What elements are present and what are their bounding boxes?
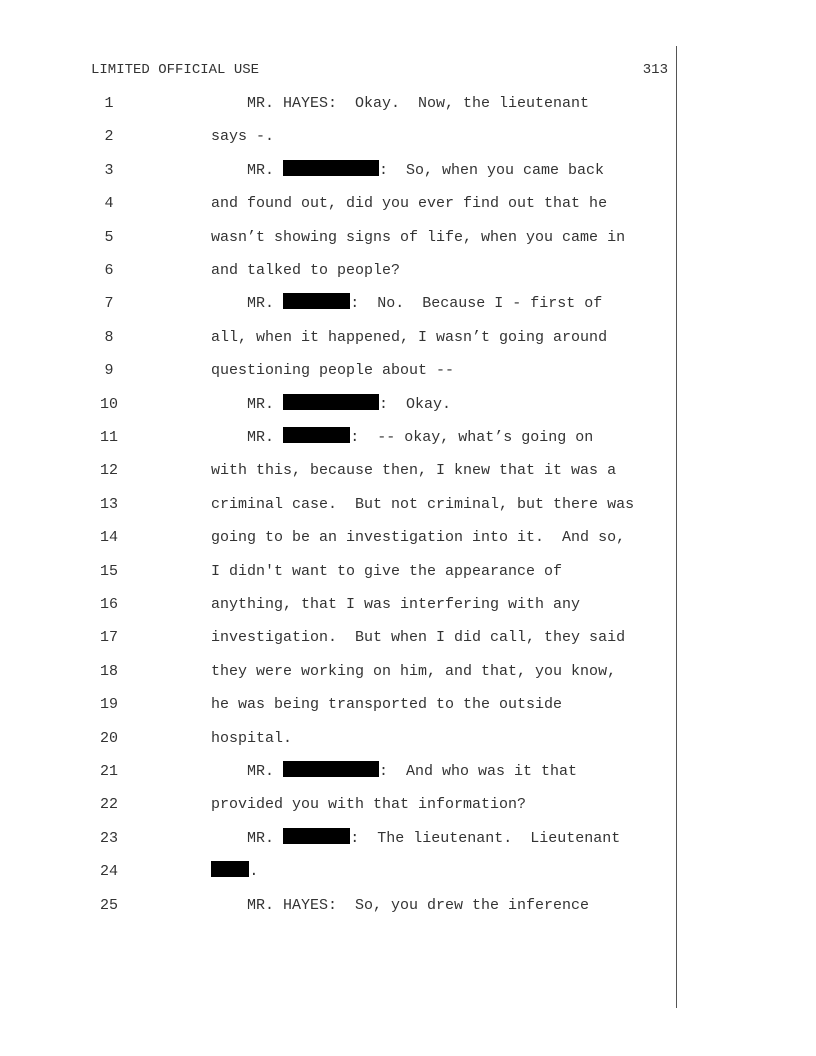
transcript-line (0, 661, 676, 683)
transcript-line (0, 761, 676, 783)
transcript-line (0, 694, 676, 716)
page-number: 313 (642, 62, 668, 78)
line-text (211, 460, 616, 482)
line-number: 7 (104, 295, 114, 313)
line-number: 10 (99, 395, 118, 413)
line-text (211, 360, 454, 382)
line-number: 22 (99, 796, 118, 814)
text-segment: provided you with that information? (211, 796, 527, 814)
line-text (211, 761, 577, 783)
classification-header: LIMITED OFFICIAL USE (91, 62, 260, 78)
redaction-box (211, 861, 249, 877)
transcript-line (0, 828, 676, 850)
text-segment: questioning people about -- (211, 362, 455, 380)
line-text (211, 327, 607, 349)
line-number: 17 (99, 629, 118, 647)
transcript-line (0, 93, 676, 115)
line-text (211, 193, 607, 215)
text-segment: : No. Because I - first of (350, 295, 603, 313)
line-number: 4 (104, 195, 114, 213)
text-segment: anything, that I was interfering with any (211, 596, 581, 613)
line-number: 21 (99, 763, 118, 780)
transcript-line (0, 227, 676, 249)
text-segment: : And who was it that (379, 763, 578, 780)
text-segment: MR. (211, 829, 284, 847)
text-segment: MR. HAYES: Okay. Now, the lieutenant (211, 95, 590, 112)
line-number: 11 (99, 429, 118, 446)
text-segment: : -- okay, what’s going on (350, 429, 594, 446)
redaction-box (283, 427, 350, 443)
line-number: 13 (99, 495, 118, 513)
transcript-line (0, 794, 676, 816)
text-segment: MR. (211, 763, 284, 780)
line-number: 12 (99, 462, 118, 480)
text-segment: he was being transported to the outside (211, 696, 563, 714)
line-text (211, 661, 616, 683)
text-segment: they were working on him, and that, you know, (211, 662, 617, 680)
line-text (211, 427, 593, 449)
line-number: 18 (99, 662, 118, 680)
text-segment: and talked to people? (211, 262, 401, 279)
text-segment: MR. (211, 161, 284, 179)
text-segment: with this, because then, I knew that it was a (211, 462, 617, 480)
line-number: 20 (99, 729, 118, 747)
text-segment: wasn’t showing signs of life, when you came in (211, 228, 626, 246)
text-segment: MR. HAYES: So, you drew the inference (211, 896, 590, 914)
text-segment: all, when it happened, I wasn’t going around (211, 328, 608, 346)
line-number: 3 (104, 161, 114, 179)
line-number: 9 (104, 362, 114, 380)
text-segment: : Okay. (379, 395, 452, 413)
transcript-line (0, 627, 676, 649)
text-segment: MR. (211, 429, 284, 446)
transcript-line (0, 895, 676, 917)
transcript-line (0, 260, 676, 282)
line-text (211, 227, 625, 249)
redaction-box (283, 761, 379, 777)
line-text (211, 160, 604, 182)
line-text (211, 861, 258, 883)
line-number: 23 (99, 829, 118, 847)
transcript-line (0, 460, 676, 482)
text-segment: MR. (211, 395, 284, 413)
transcript-line (0, 327, 676, 349)
text-segment: I didn't want to give the appearance of (211, 562, 563, 580)
transcript-line (0, 427, 676, 449)
text-segment: MR. (211, 295, 284, 313)
transcript-line (0, 193, 676, 215)
text-segment: . (249, 863, 259, 881)
text-segment: hospital. (211, 729, 293, 747)
line-number: 1 (104, 95, 114, 112)
line-text (211, 828, 620, 850)
line-number: 2 (104, 128, 114, 146)
line-number: 6 (104, 262, 114, 279)
line-number: 25 (99, 896, 118, 914)
text-segment: says -. (211, 128, 275, 146)
line-text (211, 394, 451, 416)
redaction-box (283, 828, 350, 844)
line-text (211, 627, 625, 649)
line-text (211, 728, 292, 750)
redaction-box (283, 293, 350, 309)
transcript-line (0, 561, 676, 583)
transcript-line (0, 594, 676, 616)
transcript-line (0, 126, 676, 148)
line-text (211, 293, 602, 315)
line-number: 14 (99, 529, 118, 547)
line-text (211, 93, 589, 115)
text-segment: criminal case. But not criminal, but there was (211, 495, 635, 513)
line-number: 16 (99, 596, 118, 613)
transcript-line (0, 360, 676, 382)
transcript-line (0, 728, 676, 750)
text-segment: and found out, did you ever find out that he (211, 195, 608, 213)
line-text (211, 126, 274, 148)
right-margin-rule (676, 46, 677, 1008)
transcript-line (0, 527, 676, 549)
redaction-box (283, 160, 379, 176)
line-text (211, 494, 634, 516)
line-number: 19 (99, 696, 118, 714)
line-text (211, 594, 580, 616)
line-text (211, 895, 589, 917)
line-text (211, 561, 562, 583)
line-text (211, 694, 562, 716)
transcript-line (0, 160, 676, 182)
line-number: 15 (99, 562, 118, 580)
text-segment: : So, when you came back (379, 161, 605, 179)
transcript-line (0, 394, 676, 416)
line-text (211, 794, 526, 816)
text-segment: investigation. But when I did call, they said (211, 629, 626, 647)
line-text (211, 260, 400, 282)
line-number: 24 (99, 863, 118, 881)
text-segment: going to be an investigation into it. And so, (211, 529, 626, 547)
transcript-line (0, 861, 676, 883)
redaction-box (283, 394, 379, 410)
text-segment: : The lieutenant. Lieutenant (350, 829, 621, 847)
line-text (211, 527, 625, 549)
line-number: 5 (104, 228, 114, 246)
transcript-line (0, 293, 676, 315)
line-number: 8 (104, 328, 114, 346)
transcript-line (0, 494, 676, 516)
